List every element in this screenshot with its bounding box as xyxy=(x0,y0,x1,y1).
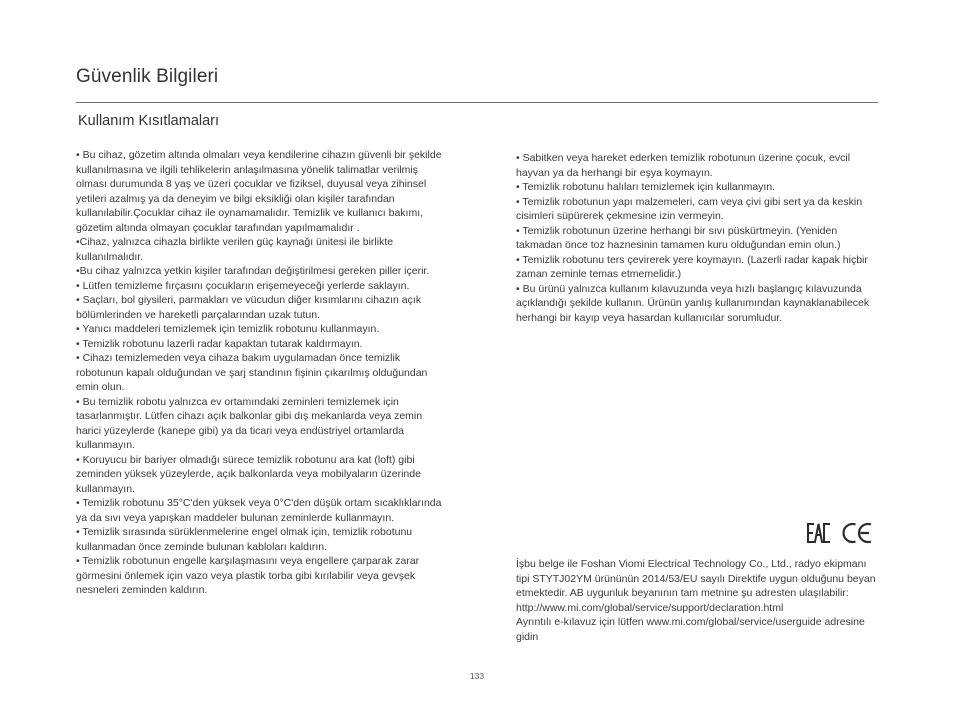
declaration-block xyxy=(516,557,880,644)
title-divider xyxy=(76,102,878,103)
ce-mark-icon xyxy=(842,521,874,550)
safety-paragraph: • Lütfen temizleme fırçasını çocukların erişemeyeceği yerlerde saklayın. xyxy=(76,279,410,292)
safety-paragraph: • Temizlik robotunun üzerine herhangi bir sıvı püskürtmeyin. (Yeniden takmadan önce toz haznesinin tamamen kuru olduğundan emin olun.) xyxy=(516,224,841,251)
section-title: Kullanım Kısıtlamaları xyxy=(78,113,220,129)
page-title: Güvenlik Bilgileri xyxy=(76,66,219,87)
safety-paragraph: • Temizlik sırasında sürüklenmelerine engel olmak için, temizlik robotunu kullanmadan önce zeminde bulunan kabloları kaldırın. xyxy=(76,526,413,553)
safety-paragraph: • Temizlik robotunu 35°C'den yüksek veya 0°C'den düşük ortam sıcaklıklarında ya da sıvı veya yapışkan maddeler bulunan zeminlerde kullanmayın. xyxy=(76,497,442,524)
right-column xyxy=(516,151,880,325)
manual-note: Ayrıntılı e-kılavuz için lütfen www.mi.com/global/service/userguide adresine gidin xyxy=(516,616,865,643)
left-column xyxy=(76,148,442,598)
declaration-text: İşbu belge ile Foshan Viomi Electrical Technology Co., Ltd., radyo ekipmanı tipi STYTJ02YM ürününün 2014/53/EU sayılı Direktife uygun olduğunu beyan etmektedir. AB uygunluk beyanının tam metnine şu adresten ulaşılabilir: http://www.mi.com/global/service/support/declaration.html xyxy=(516,558,876,614)
safety-paragraph: • Yanıcı maddeleri temizlemek için temizlik robotunu kullanmayın. xyxy=(76,323,380,335)
safety-paragraph: • Cihazı temizlemeden veya cihaza bakım uygulamadan önce temizlik robotunun kapalı olduğundan ve şarj standının fişinin çıkarılmış olduğundan emin olun. xyxy=(76,352,428,393)
safety-paragraph: • Temizlik robotunu lazerli radar kapaktan tutarak kaldırmayın. xyxy=(76,337,363,350)
certification-marks xyxy=(806,522,874,548)
safety-paragraph: •Cihaz, yalnızca cihazla birlikte verilen güç kaynağı ünitesi ile birlikte kullanılmalıdır. xyxy=(76,236,394,263)
safety-paragraph: • Saçları, bol giysileri, parmakları ve vücudun diğer kısımlarını cihazın açık bölümlerinden ve hareketli parçalarından uzak tutun. xyxy=(76,294,422,321)
safety-paragraph: •Bu cihaz yalnızca yetkin kişiler tarafından değiştirilmesi gereken piller içerir. xyxy=(76,265,430,277)
safety-paragraph: • Bu temizlik robotu yalnızca ev ortamındaki zeminleri temizlemek için tasarlanmıştır. Lütfen cihazı açık balkonlar gibi dış mekanlarda veya zemin harici yüzeylerde (kanepe gibi) ya da ticari veya endüstriyel ortamlarda kullanmayın. xyxy=(76,395,423,451)
eac-mark-icon xyxy=(806,521,830,550)
safety-paragraph: • Bu ürünü yalnızca kullanım kılavuzunda veya hızlı başlangıç kılavuzunda açıklandığı şekilde kullanın. Ürünün yanlış kullanımından kaynaklanabilecek herhangi bir kayıp veya hasardan kullanıcılar sorumludur. xyxy=(516,282,870,324)
safety-paragraph: • Koruyucu bir bariyer olmadığı sürece temizlik robotunu ara kat (loft) gibi zeminden yüksek yüzeylerde, açık balkonlarda veya mobilyaların üzerinde kullanmayın. xyxy=(76,453,421,495)
page-number: 133 xyxy=(469,671,485,681)
safety-paragraph: • Temizlik robotunun yapı malzemeleri, cam veya çivi gibi sert ya da keskin cisimleri süpürerek çekmesine izin vermeyin. xyxy=(516,195,863,222)
safety-paragraph: • Temizlik robotunun engelle karşılaşmasını veya engellere çarparak zarar görmesini önlemek için vazo veya plastik torba gibi kırılabilir veya gevşek nesneleri zeminden kaldırın. xyxy=(76,555,420,596)
safety-paragraph: • Temizlik robotunu halıları temizlemek için kullanmayın. xyxy=(516,181,776,193)
safety-paragraph: • Sabitken veya hareket ederken temizlik robotunun üzerine çocuk, evcil hayvan ya da herhangi bir eşya koymayın. xyxy=(516,152,851,179)
safety-paragraph: • Temizlik robotunu ters çevirerek yere koymayın. (Lazerli radar kapak hiçbir zaman zeminle temas etmemelidir.) xyxy=(516,253,868,280)
safety-paragraph: • Bu cihaz, gözetim altında olmaları veya kendilerine cihazın güvenli bir şekilde kullanılmasına ve ilgili tehlikelerin anlaşılmasına yönelik talimatlar verilmiş olması durumunda 8 yaş ve üzeri çocuklar ve fiziksel, duyusal veya zihinsel yetileri azalmış ya da deneyim ve bilgi eksikliği olan kişiler tarafından kullanılabilir.Çocuklar cihaz ile oynamamalıdır. Temizlik ve kullanıcı bakımı, gözetim altında olmayan çocuklar tarafından yapılmamalıdır . xyxy=(76,149,442,234)
